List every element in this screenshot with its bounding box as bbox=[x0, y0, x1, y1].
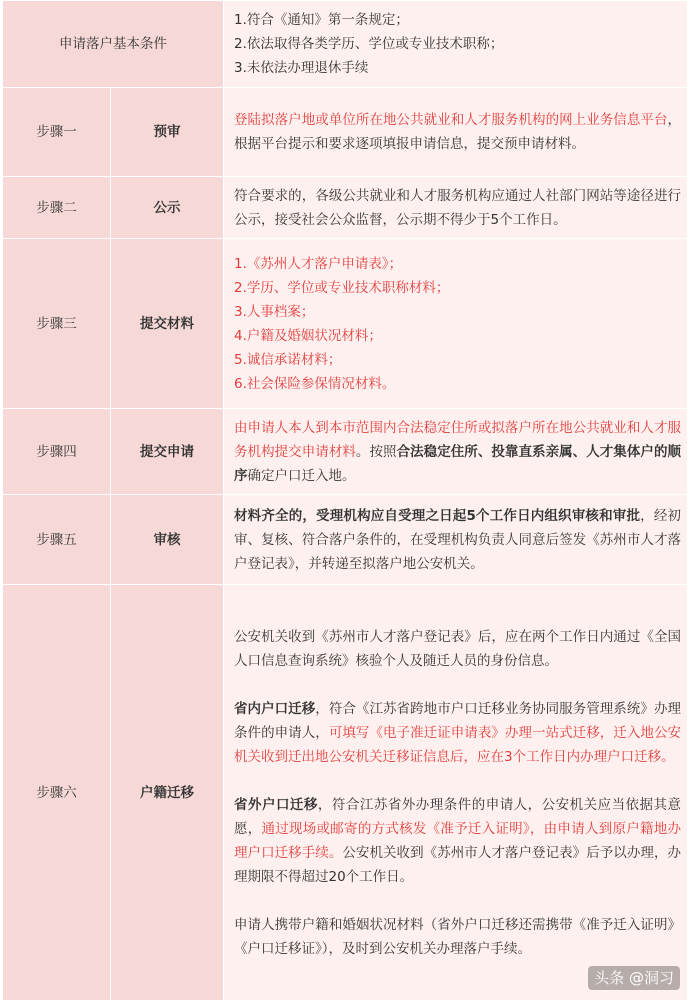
step-content bbox=[224, 239, 688, 409]
step-name: 预审 bbox=[111, 88, 224, 177]
highlight-text: 可填写《电子准迁证申请表》办理一站式迁移，迁入地公安机关收到迁出地公安机关迁移证信息后，应在3个工作日内办理户口迁移。 bbox=[234, 724, 681, 765]
body-text: ，根据平台提示和要求逐项填报申请信息，提交预申请材料。 bbox=[234, 112, 681, 152]
row-basic-conditions bbox=[3, 1, 688, 88]
body-text: ，符合《江苏省跨地市户口迁移业务协同服务管理系统》办理条件的申请人， bbox=[234, 700, 681, 741]
step-name: 审核 bbox=[111, 495, 224, 585]
material-item: 3.人事档案； bbox=[234, 303, 315, 320]
row-step-6 bbox=[3, 585, 688, 1001]
basic-conditions-label: 申请落户基本条件 bbox=[3, 1, 224, 88]
step-label: 步骤二 bbox=[3, 177, 111, 239]
step-name: 提交材料 bbox=[111, 239, 224, 409]
bold-text: 材料齐全的，受理机构应自受理之日起5个工作日内组织审核和审批 bbox=[234, 507, 641, 524]
body-text: 公安机关收到《苏州市人才落户登记表》后予以办理，办理期限不得超过20个工作日。 bbox=[234, 844, 681, 885]
step-content bbox=[224, 409, 688, 495]
material-item: 4.户籍及婚姻状况材料； bbox=[234, 327, 382, 344]
step-content bbox=[224, 88, 688, 177]
step-label: 步骤五 bbox=[3, 495, 111, 585]
bold-text: 合法稳定住所、投靠直系亲属、人才集体户的顺序 bbox=[234, 443, 681, 484]
material-item: 5.诚信承诺材料； bbox=[234, 351, 342, 368]
condition-item: 2.依法取得各类学历、学位或专业技术职称； bbox=[234, 36, 504, 52]
step-name: 公示 bbox=[111, 177, 224, 239]
step-content bbox=[224, 495, 688, 585]
step-label: 步骤四 bbox=[3, 409, 111, 495]
row-step-2 bbox=[3, 177, 688, 239]
body-text: ，经初审、复核、符合落户条件的，在受理机构负责人同意后签发《苏州市人才落户登记表》，并转递至拟落户地公安机关。 bbox=[234, 507, 681, 572]
step-content: 符合要求的，各级公共就业和人才服务机构应通过人社部门网站等途径进行公示，接受社会公众监督，公示期不得少于5个工作日。 bbox=[224, 177, 688, 239]
row-step-1 bbox=[3, 88, 688, 177]
body-text: 确定户口迁入地。 bbox=[247, 467, 356, 484]
step-content bbox=[224, 585, 688, 1001]
material-item: 1.《苏州人才落户申请表》； bbox=[234, 255, 403, 272]
body-text: ，符合江苏省外办理条件的申请人，公安机关应当依据其意愿， bbox=[234, 796, 682, 837]
step-label: 步骤三 bbox=[3, 239, 111, 409]
step-name: 提交申请 bbox=[111, 409, 224, 495]
body-text: 。按照 bbox=[355, 443, 397, 460]
bold-text: 省外户口迁移 bbox=[234, 796, 318, 813]
step-label: 步骤六 bbox=[3, 585, 111, 1001]
paragraph: 公安机关收到《苏州市人才落户登记表》后，应在两个工作日内通过《全国人口信息查询系统》核验个人及随迁人员的身份信息。 bbox=[234, 628, 681, 669]
material-item: 6.社会保险参保情况材料。 bbox=[234, 375, 396, 392]
settlement-process-table bbox=[2, 0, 688, 1001]
bold-text: 省内户口迁移 bbox=[234, 700, 316, 717]
step-name: 户籍迁移 bbox=[111, 585, 224, 1001]
row-step-5 bbox=[3, 495, 688, 585]
condition-item: 1.符合《通知》第一条规定； bbox=[234, 12, 409, 28]
step-label: 步骤一 bbox=[3, 88, 111, 177]
highlight-text: 通过现场或邮寄的方式核发《准予迁入证明》，由申请人到原户籍地办理户口迁移手续。 bbox=[234, 820, 681, 861]
condition-item: 3.未依法办理退休手续 bbox=[234, 60, 369, 76]
paragraph-gap bbox=[234, 673, 681, 697]
paragraph: 申请人携带户籍和婚姻状况材料（省外户口迁移还需携带《准予迁入证明》《户口迁移证》），及时到公安机关办理落户手续。 bbox=[234, 916, 681, 957]
watermark: 头条 @洞习 bbox=[588, 966, 680, 990]
highlight-text: 登陆拟落户地或单位所在地公共就业和人才服务机构的网上业务信息平台 bbox=[234, 112, 668, 128]
paragraph bbox=[234, 793, 681, 889]
row-step-4 bbox=[3, 409, 688, 495]
basic-conditions-content bbox=[224, 1, 688, 88]
row-step-3 bbox=[3, 239, 688, 409]
highlight-text: 由申请人本人到本市范围内合法稳定住所或拟落户所在地公共就业和人才服务机构提交申请材料 bbox=[234, 419, 681, 460]
paragraph bbox=[234, 697, 681, 769]
material-item: 2.学历、学位或专业技术职称材料； bbox=[234, 279, 450, 296]
paragraph-gap bbox=[234, 889, 681, 913]
paragraph-gap bbox=[234, 769, 681, 793]
